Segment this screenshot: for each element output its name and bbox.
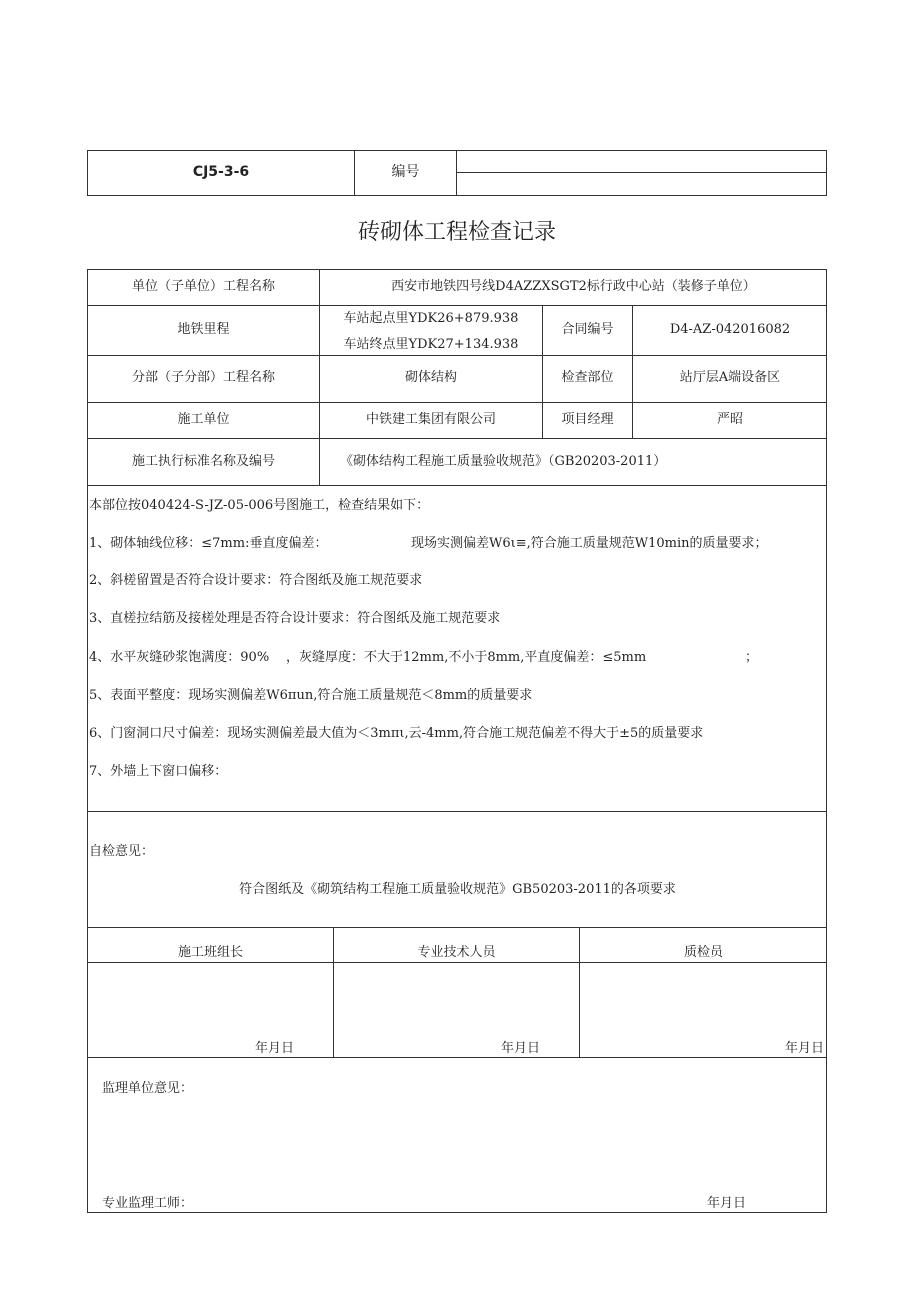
- supervision-label: 监理单位意见：: [102, 1081, 194, 1096]
- standard-value: 《砌体结构工程施工质量验收规范》（GB20203-2011）: [340, 454, 667, 469]
- signature-box-inspector[interactable]: [580, 963, 827, 1033]
- row-rule: [87, 811, 827, 812]
- row-rule: [87, 1057, 827, 1058]
- supervision-date: 年月日: [707, 1196, 747, 1211]
- row-rule: [87, 927, 827, 928]
- number-field-top[interactable]: [457, 151, 826, 172]
- signature-box-team-leader[interactable]: [88, 963, 333, 1033]
- contractor-value: 中铁建工集团有限公司: [365, 412, 496, 427]
- signature-col-inspector: 质检员: [683, 945, 723, 960]
- project-name-label: 单位（子单位）工程名称: [131, 279, 275, 294]
- result-item-2: 2、斜槎留置是否符合设计要求：符合图纸及施工规范要求: [89, 573, 423, 588]
- row-rule: [87, 305, 827, 306]
- mileage-end: 车站终点里YDK27+134.938: [343, 337, 519, 352]
- row-rule: [87, 355, 827, 356]
- signature-date: 年月日: [255, 1041, 295, 1056]
- result-item-6: 6、门窗洞口尺寸偏差：现场实测偏差最大值为＜3mπι,云-4mm,符合施工规范偏差不得大于±5的质量要求: [89, 726, 704, 741]
- supervision-opinion-area[interactable]: [88, 1100, 827, 1185]
- self-check-label: 自检意见：: [89, 844, 155, 859]
- signature-date: 年月日: [785, 1041, 825, 1056]
- result-item-5: 5、表面平整度：现场实测偏差W6πun,符合施工质量规范＜8mm的质量要求: [89, 688, 533, 703]
- row-rule: [87, 402, 827, 403]
- result-item-1-detail: 现场实测偏差W6ι≡,符合施工质量规范W10min的质量要求；: [411, 536, 768, 551]
- signature-date: 年月日: [501, 1041, 541, 1056]
- contractor-label: 施工单位: [177, 412, 230, 427]
- location-label: 检查部位: [561, 370, 614, 385]
- signature-col-technician: 专业技术人员: [417, 945, 496, 960]
- signature-box-technician[interactable]: [334, 963, 579, 1033]
- self-check-text: 符合图纸及《砌筑结构工程施工质量验收规范》GB50203-2011的各项要求: [239, 882, 676, 897]
- number-field-bottom[interactable]: [457, 173, 826, 195]
- result-item-3: 3、直槎拉结筋及接槎处理是否符合设计要求：符合图纸及施工规范要求: [89, 611, 501, 626]
- subproject-value: 砌体结构: [404, 370, 457, 385]
- result-item-1: 1、砌体轴线位移：≤7mm:垂直度偏差：: [89, 536, 328, 551]
- supervision-engineer-label: 专业监理工师：: [102, 1196, 194, 1211]
- page-title: 砖砌体工程检查记录: [357, 220, 556, 245]
- mileage-start: 车站起点里YDK26+879.938: [343, 311, 519, 326]
- project-name-value: 西安市地铁四号线D4AZZXSGT2标行政中心站（装修子单位）: [391, 279, 756, 294]
- location-value: 站厅层A端设备区: [679, 370, 781, 385]
- form-code: CJ5-3-6: [192, 164, 250, 180]
- contract-value: D4-AZ-042016082: [669, 322, 791, 337]
- manager-value: 严昭: [716, 412, 743, 427]
- mileage-label: 地铁里程: [177, 322, 230, 337]
- standard-label: 施工执行标准名称及编号: [131, 454, 275, 469]
- manager-label: 项目经理: [561, 412, 614, 427]
- subproject-label: 分部（子分部）工程名称: [131, 370, 275, 385]
- contract-label: 合同编号: [561, 322, 614, 337]
- signature-col-team-leader: 施工班组长: [177, 945, 243, 960]
- result-item-4-detail: ，灰缝厚度：不大于12mm,不小于8mm,平直度偏差：≤5mm: [286, 650, 647, 665]
- result-item-4-end: ；: [745, 650, 759, 665]
- result-item-4: 4、水平灰缝砂浆饱满度：90%: [89, 650, 270, 665]
- number-label: 编号: [391, 164, 420, 180]
- results-intro: 本部位按040424-S-JZ-05-006号图施工，检查结果如下：: [89, 498, 430, 513]
- result-item-7: 7、外墙上下窗口偏移：: [89, 764, 228, 779]
- row-rule: [87, 485, 827, 486]
- row-rule: [87, 438, 827, 439]
